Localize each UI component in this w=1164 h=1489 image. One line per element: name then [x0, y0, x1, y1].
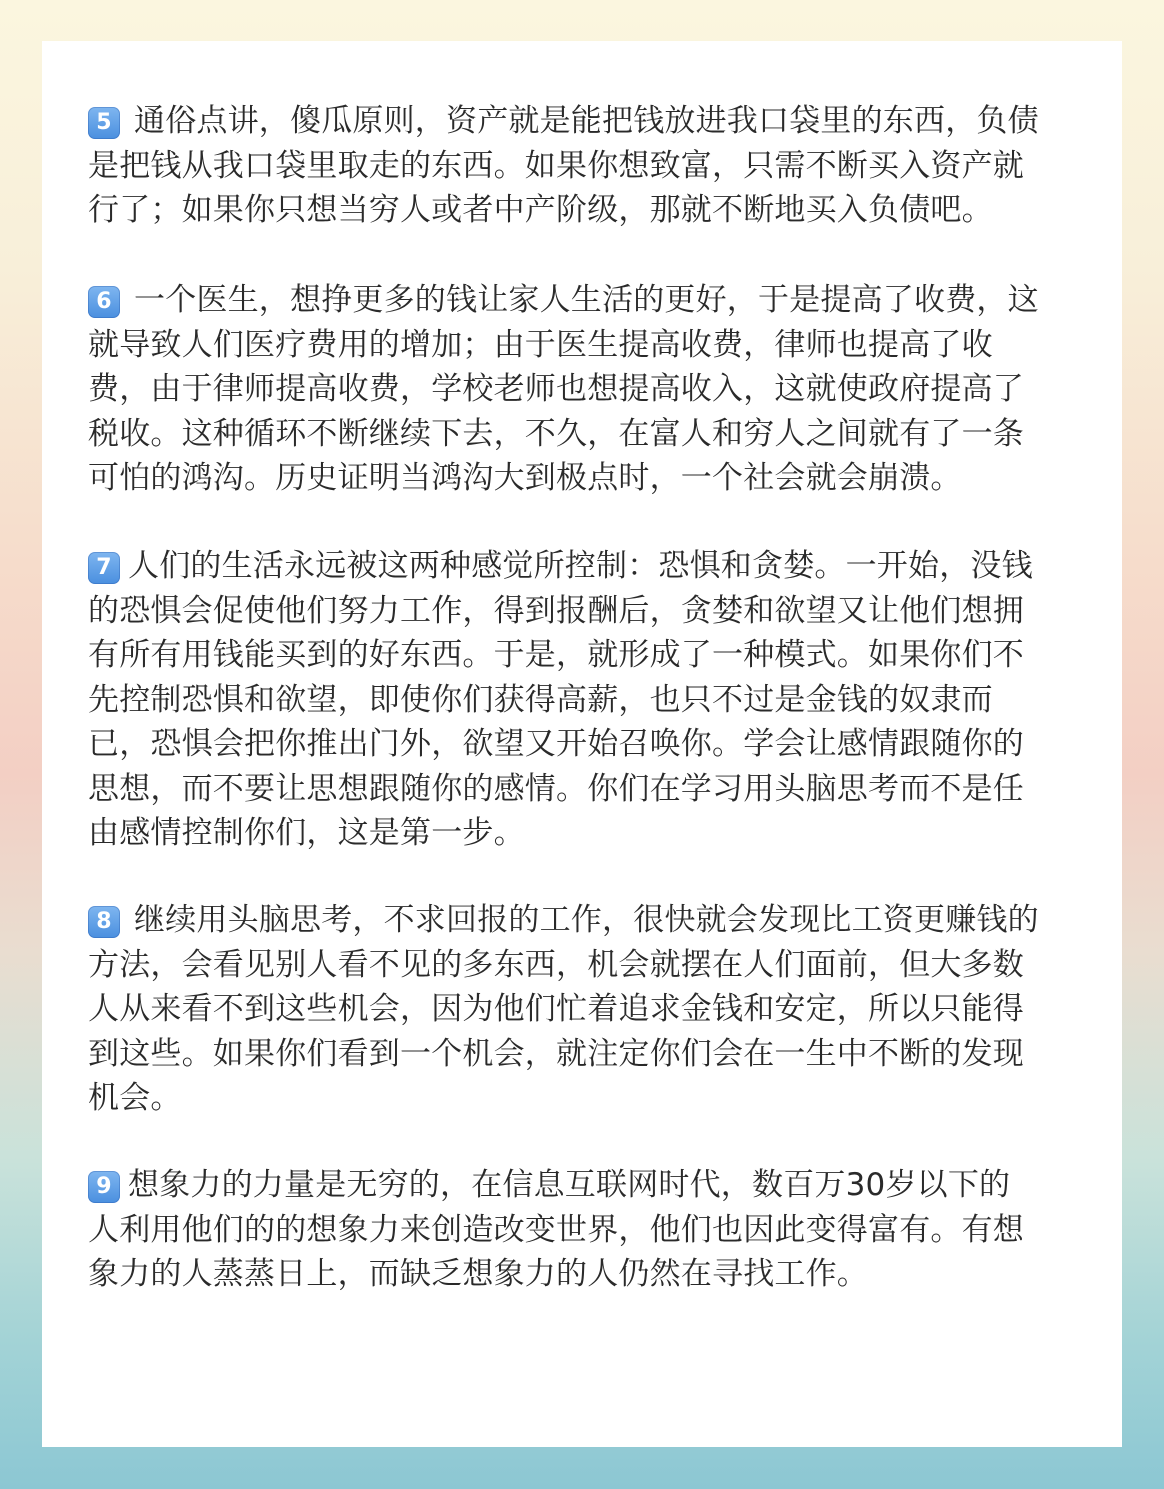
paragraph-6 [88, 278, 1098, 501]
line-text: 一个医生，想挣更多的钱让家人生活的更好，于是提高了收费，这 [134, 282, 1039, 318]
paragraph-line: 税收。这种循环不断继续下去，不久，在富人和穷人之间就有了一条 [88, 415, 1024, 452]
line-text: 人们的生活永远被这两种感觉所控制：恐惧和贪婪。一开始，没钱 [128, 548, 1033, 584]
number-8-badge-icon: 8 [88, 906, 120, 938]
paragraph-line [88, 1163, 1098, 1208]
paragraph-line: 人利用他们的的想象力来创造改变世界，他们也因此变得富有。有想 [88, 1211, 1024, 1248]
paragraph-line: 先控制恐惧和欲望，即使你们获得高薪，也只不过是金钱的奴隶而 [88, 681, 993, 718]
paragraph-line: 已，恐惧会把你推出门外，欲望又开始召唤你。学会让感情跟随你的 [88, 726, 1024, 762]
paragraph-line: 方法，会看见别人看不见的多东西，机会就摆在人们面前，但大多数 [88, 946, 1024, 983]
paragraph-8 [88, 898, 1098, 1121]
paragraph-7 [88, 544, 1098, 856]
paragraph-9 [88, 1163, 1098, 1297]
line-text: 继续用头脑思考，不求回报的工作，很快就会发现比工资更赚钱的 [134, 902, 1039, 938]
paragraph-line: 机会。 [88, 1080, 182, 1116]
paragraph-line: 到这些。如果你们看到一个机会，就注定你们会在一生中不断的发现 [88, 1035, 1024, 1072]
paragraph-line: 费，由于律师提高收费，学校老师也想提高收入，这就使政府提高了 [88, 371, 1024, 407]
content-card [42, 41, 1122, 1447]
paragraph-line [88, 278, 1098, 323]
paragraph-line: 象力的人蒸蒸日上，而缺乏想象力的人仍然在寻找工作。 [88, 1256, 868, 1292]
paragraph-line: 思想，而不要让思想跟随你的感情。你们在学习用头脑思考而不是任 [88, 770, 1024, 807]
number-5-badge-icon: 5 [88, 107, 120, 139]
paragraph-5 [88, 99, 1098, 233]
paragraph-line: 由感情控制你们，这是第一步。 [88, 815, 525, 851]
paragraph-line: 是把钱从我口袋里取走的东西。如果你想致富，只需不断买入资产就 [88, 147, 1024, 184]
paragraph-line [88, 99, 1098, 144]
paragraph-line: 的恐惧会促使他们努力工作，得到报酬后，贪婪和欲望又让他们想拥 [88, 592, 1024, 629]
paragraph-line [88, 544, 1098, 589]
paragraph-line: 人从来看不到这些机会，因为他们忙着追求金钱和安定，所以只能得 [88, 991, 1024, 1027]
line-text: 想象力的力量是无穷的，在信息互联网时代，数百万30岁以下的 [128, 1167, 1011, 1203]
paragraph-line: 就导致人们医疗费用的增加；由于医生提高收费，律师也提高了收 [88, 326, 993, 363]
number-6-badge-icon: 6 [88, 286, 120, 318]
paragraph-line: 行了；如果你只想当穷人或者中产阶级，那就不断地买入负债吧。 [88, 192, 993, 228]
number-9-badge-icon: 9 [88, 1171, 120, 1203]
number-7-badge-icon: 7 [88, 552, 120, 584]
paragraph-line [88, 898, 1098, 943]
paragraph-line: 可怕的鸿沟。历史证明当鸿沟大到极点时，一个社会就会崩溃。 [88, 460, 962, 496]
line-text: 通俗点讲，傻瓜原则，资产就是能把钱放进我口袋里的东西，负债 [134, 103, 1039, 139]
paragraph-line: 有所有用钱能买到的好东西。于是，就形成了一种模式。如果你们不 [88, 637, 1024, 673]
